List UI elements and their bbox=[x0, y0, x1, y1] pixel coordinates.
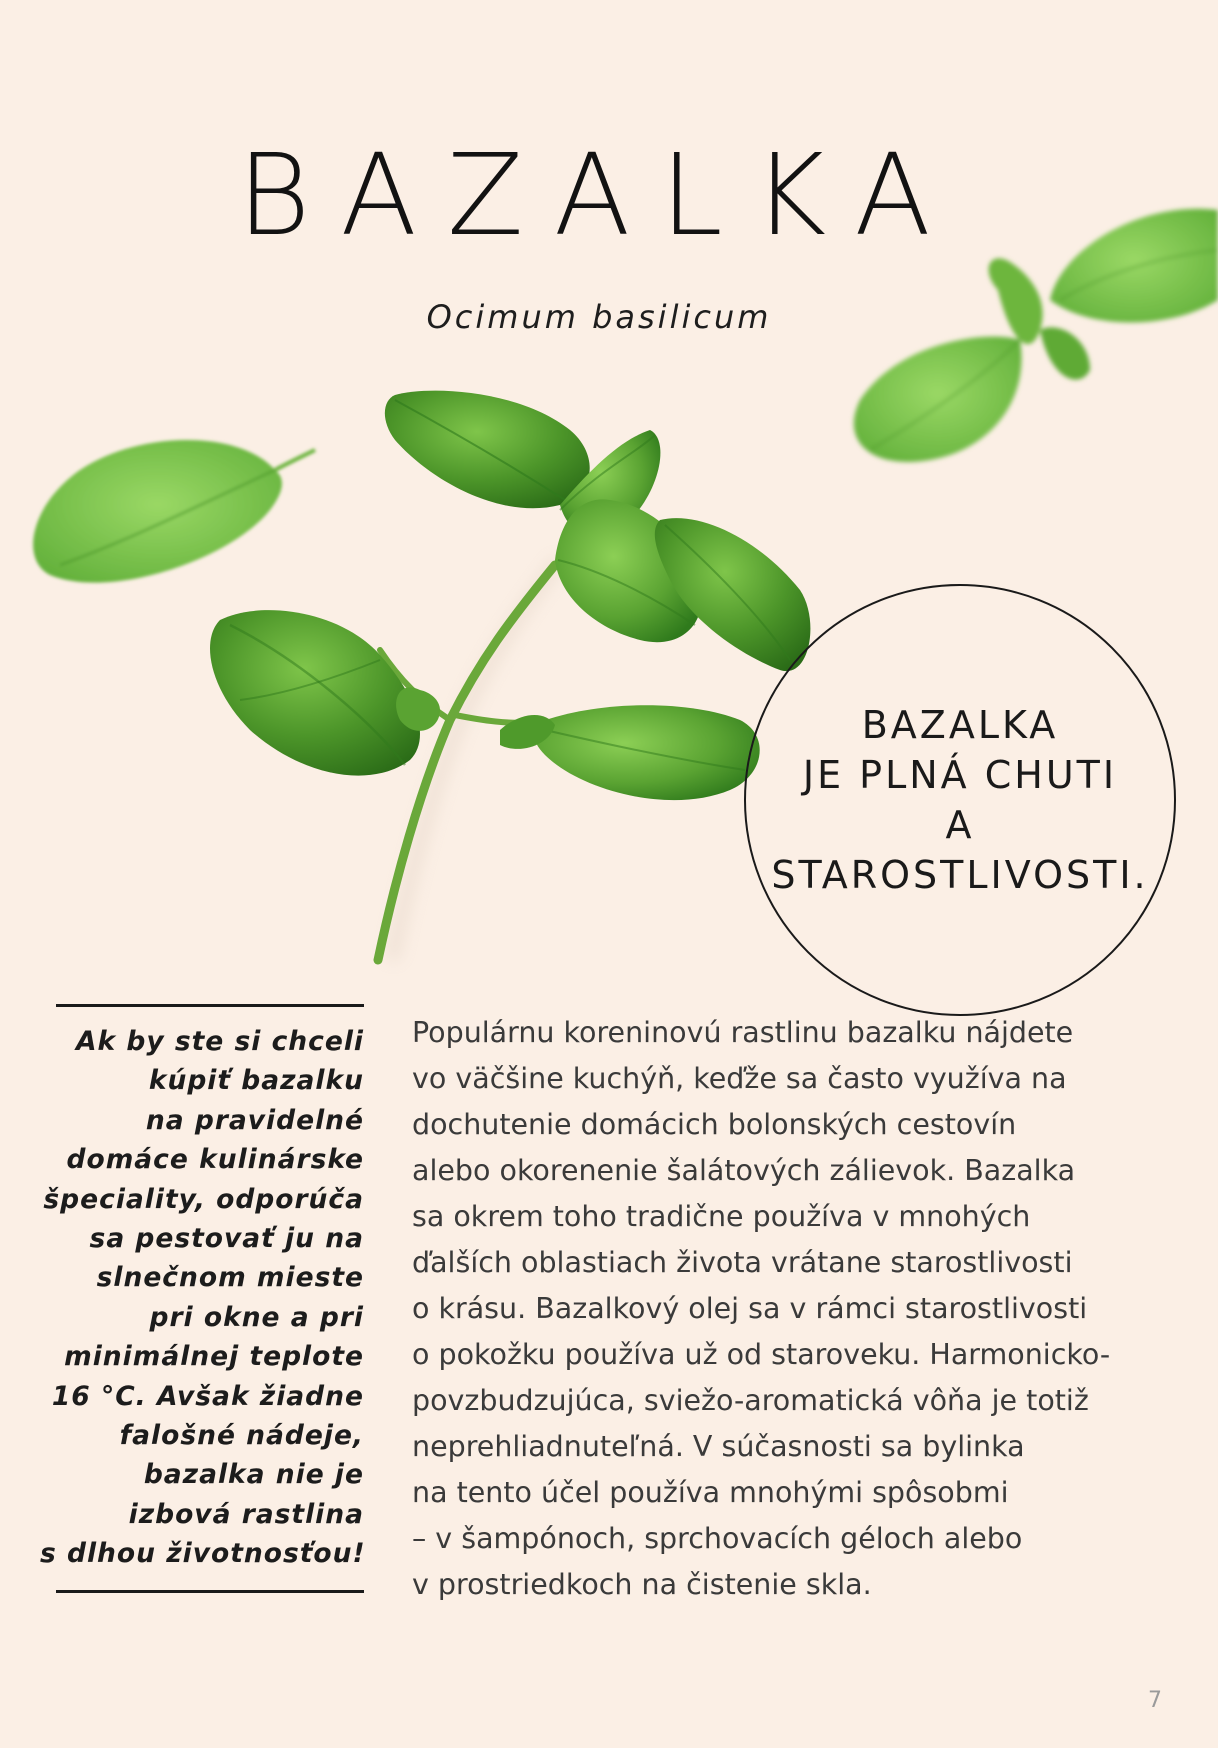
callout-text bbox=[771, 700, 1148, 900]
side-note-top-rule bbox=[56, 1004, 364, 1007]
callout-line: JE PLNÁ CHUTI bbox=[802, 753, 1118, 797]
body-line: v prostriedkoch na čistenie skla. bbox=[412, 1568, 872, 1601]
callout-line: BAZALKA bbox=[861, 703, 1059, 747]
side-note-line: sa pestovať ju na bbox=[89, 1223, 364, 1255]
side-note-line: slnečnom mieste bbox=[96, 1262, 364, 1294]
side-note-line: falošné nádeje, bbox=[119, 1420, 364, 1452]
callout-line: A bbox=[945, 803, 975, 847]
callout-line: STAROSTLIVOSTI. bbox=[771, 853, 1149, 897]
body-line: na tento účel používa mnohými spôsobmi bbox=[412, 1476, 1009, 1509]
body-line: o krásu. Bazalkový olej sa v rámci starostlivosti bbox=[412, 1292, 1088, 1325]
page-number: 7 bbox=[1148, 1688, 1162, 1713]
body-line: sa okrem toho tradične používa v mnohých bbox=[412, 1200, 1031, 1233]
side-note-line: izbová rastlina bbox=[128, 1498, 364, 1530]
leaf-upper-cluster bbox=[385, 391, 811, 672]
body-line: Populárnu koreninovú rastlinu bazalku nájdete bbox=[412, 1016, 1074, 1049]
leaf-left-floating bbox=[33, 440, 315, 583]
body-line: – v šampónoch, sprchovacích géloch alebo bbox=[412, 1522, 1023, 1555]
body-line: ďalších oblastiach života vrátane starostlivosti bbox=[412, 1246, 1073, 1279]
side-note-line: pri okne a pri bbox=[149, 1301, 364, 1333]
side-note-line: domáce kulinárske bbox=[66, 1144, 364, 1176]
page-title: BAZALKA bbox=[237, 131, 961, 261]
leaf-lower-cluster bbox=[210, 610, 760, 800]
side-note-line: kúpiť bazalku bbox=[148, 1065, 364, 1097]
body-line: o pokožku používa už od staroveku. Harmonicko- bbox=[412, 1338, 1111, 1371]
body-line: povzbudzujúca, sviežo-aromatická vôňa je totiž bbox=[412, 1384, 1089, 1417]
side-note-bottom-rule bbox=[56, 1590, 364, 1593]
scientific-name: Ocimum basilicum bbox=[426, 298, 772, 336]
side-note-line: bazalka nie je bbox=[143, 1459, 364, 1491]
side-note-line: minimálnej teplote bbox=[64, 1341, 364, 1373]
body-line: neprehliadnuteľná. V súčasnosti sa bylinka bbox=[412, 1430, 1025, 1463]
side-note bbox=[40, 1022, 364, 1574]
side-note-line: Ak by ste si chceli bbox=[76, 1026, 364, 1057]
side-note-line: 16 °C. Avšak žiadne bbox=[51, 1380, 364, 1412]
body-line: vo väčšine kuchýň, keďže sa často využíva na bbox=[412, 1062, 1067, 1095]
side-note-line: s dlhou životnosťou! bbox=[40, 1538, 366, 1570]
body-paragraph bbox=[412, 1010, 1132, 1608]
callout-circle bbox=[744, 584, 1176, 1016]
body-line: alebo okorenenie šalátových zálievok. Bazalka bbox=[412, 1154, 1076, 1187]
body-line: dochutenie domácich bolonských cestovín bbox=[412, 1108, 1017, 1141]
side-note-line: na pravidelné bbox=[145, 1104, 364, 1136]
side-note-line: špeciality, odporúča bbox=[43, 1183, 364, 1215]
